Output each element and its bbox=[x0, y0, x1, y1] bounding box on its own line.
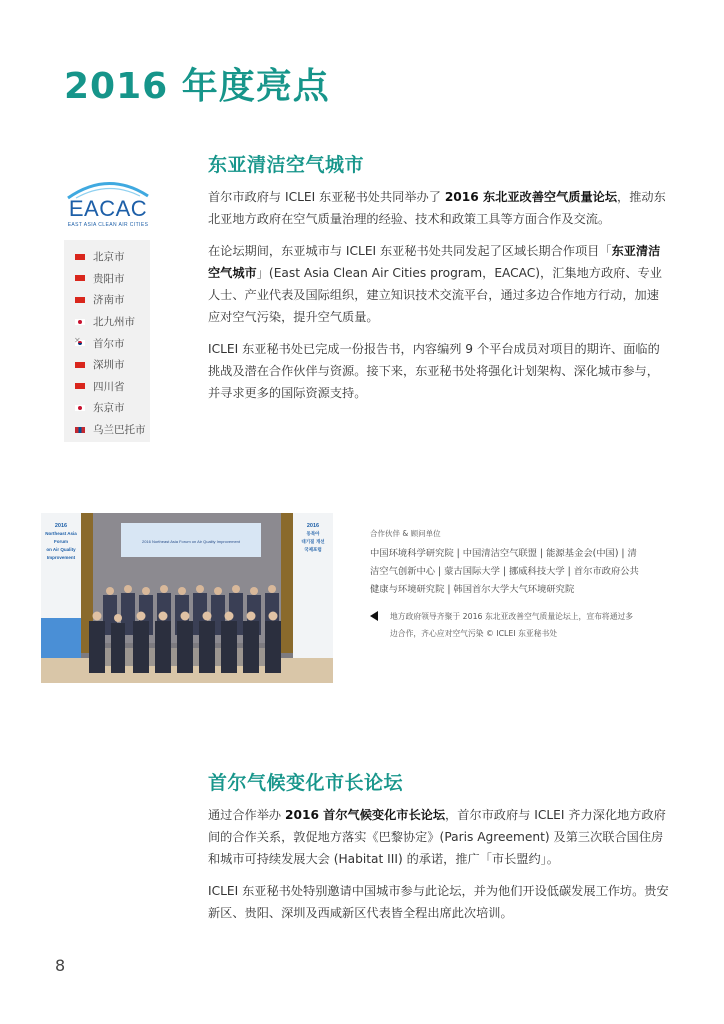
forum-group-photo bbox=[41, 513, 333, 683]
section-title-eacac: 东亚清洁空气城市 bbox=[208, 154, 365, 176]
text: ICLEI 东亚秘书处特别邀请中国城市参与此论坛，并为他们开设低碳发展工作坊。贵安新区、贵阳、深圳及西咸新区代表皆全程出席此次培训。 bbox=[208, 884, 669, 920]
svg-text:대기질 개선: 대기질 개선 bbox=[301, 540, 325, 545]
page-number: 8 bbox=[55, 956, 66, 975]
svg-text:Improvement: Improvement bbox=[46, 555, 76, 560]
city-list bbox=[64, 240, 150, 442]
city-item bbox=[64, 419, 150, 441]
paragraph bbox=[208, 186, 670, 230]
logo-name: EACAC bbox=[68, 196, 148, 221]
mongolia-flag-icon bbox=[75, 427, 85, 433]
city-name: 济南市 bbox=[93, 294, 125, 307]
eacac-logo bbox=[62, 176, 152, 234]
japan-flag-icon bbox=[75, 405, 85, 411]
text: 首尔市政府与 ICLEI 东亚秘书处共同举办了 bbox=[208, 190, 445, 204]
text: 在论坛期间，东亚城市与 ICLEI 东亚秘书处共同发起了区域长期合作项目「 bbox=[208, 244, 612, 258]
partners-list: 中国环境科学研究院 | 中国清洁空气联盟 | 能源基金会(中国) | 清洁空气创新中心 | 蒙古国际大学 | 挪威科技大学 | 首尔市政府公共健康与环境研究院 | 韩国首尔大学大气环境研究院 bbox=[370, 548, 639, 595]
logo-tagline: EAST ASIA CLEAN AIR CITIES bbox=[67, 222, 149, 228]
text: ，推动东北亚地方政府在空气质量治理的经验、技术和政策工具等方面合作及交流。 bbox=[208, 190, 666, 226]
city-name: 乌兰巴托市 bbox=[93, 424, 146, 437]
city-item bbox=[64, 268, 150, 290]
paragraph bbox=[208, 338, 670, 404]
city-name: 东京市 bbox=[93, 402, 125, 415]
china-flag-icon bbox=[75, 362, 85, 368]
caption-text: 地方政府领导齐聚于 2016 东北亚改善空气质量论坛上，宣布将通过多边合作，齐心应对空气污染 © ICLEI 东亚秘书处 bbox=[390, 612, 634, 638]
section1-body bbox=[208, 186, 670, 414]
korea-flag-icon bbox=[75, 340, 85, 346]
section2-body bbox=[208, 804, 670, 934]
paragraph bbox=[208, 240, 670, 328]
city-name: 北京市 bbox=[93, 251, 125, 264]
china-flag-icon bbox=[75, 383, 85, 389]
bold-text: 2016 首尔气候变化市长论坛 bbox=[285, 808, 446, 822]
partners-label: 合作伙伴 & 顾问单位 bbox=[370, 529, 441, 538]
svg-text:Northeast Asia: Northeast Asia bbox=[45, 531, 77, 536]
city-name: 贵阳市 bbox=[93, 272, 125, 285]
svg-text:Forum: Forum bbox=[54, 539, 68, 544]
city-item bbox=[64, 332, 150, 354]
japan-flag-icon bbox=[75, 319, 85, 325]
svg-text:2016: 2016 bbox=[306, 523, 320, 529]
text: ICLEI 东亚秘书处已完成一份报告书，内容编列 9 个平台成员对项目的期许、面临的挑战及潜在合作伙伴与资源。接下来，东亚秘书处将强化计划架构、深化城市参与，并寻求更多的国际资源支持。 bbox=[208, 342, 660, 400]
china-flag-icon bbox=[75, 275, 85, 281]
city-item bbox=[64, 376, 150, 398]
svg-text:동북아: 동북아 bbox=[306, 532, 320, 537]
photo-caption bbox=[370, 608, 640, 642]
arrow-left-icon bbox=[370, 611, 378, 621]
section-title-seoul-forum: 首尔气候变化市长论坛 bbox=[208, 772, 404, 794]
city-item bbox=[64, 246, 150, 268]
china-flag-icon bbox=[75, 254, 85, 260]
bold-text: 2016 东北亚改善空气质量论坛 bbox=[444, 190, 618, 204]
city-item bbox=[64, 289, 150, 311]
city-name: 四川省 bbox=[93, 380, 125, 393]
svg-text:on Air Quality: on Air Quality bbox=[46, 547, 76, 552]
city-name: 首尔市 bbox=[93, 337, 125, 350]
svg-text:국제포럼: 국제포럼 bbox=[304, 548, 322, 553]
text: 」(East Asia Clean Air Cities program，EACAC)，汇集地方政府、专业人士、产业代表及国际组织，建立知识技术交流平台，通过多边合作地方行动，加速应对空气污染，提升空气质量。 bbox=[208, 266, 662, 324]
svg-text:2016 Northeast Asia Forum on A: 2016 Northeast Asia Forum on Air Quality Improvement bbox=[141, 539, 241, 544]
city-item bbox=[64, 354, 150, 376]
paragraph bbox=[208, 880, 670, 924]
svg-text:2016: 2016 bbox=[54, 523, 68, 529]
text: ，首尔市政府与 ICLEI 齐力深化地方政府间的合作关系，敦促地方落实《巴黎协定》(Paris Agreement) 及第三次联合国住房和城市可持续发展大会 (Habitat III) 的承诺，推广「市长盟约」。 bbox=[208, 808, 666, 866]
city-item bbox=[64, 311, 150, 333]
city-item bbox=[64, 397, 150, 419]
partners-block bbox=[370, 528, 640, 599]
group-photo-image bbox=[41, 513, 333, 683]
paragraph bbox=[208, 804, 670, 870]
city-name: 北九州市 bbox=[93, 316, 135, 329]
china-flag-icon bbox=[75, 297, 85, 303]
city-name: 深圳市 bbox=[93, 359, 125, 372]
bold-text: 东亚清洁空气城市 bbox=[208, 244, 661, 280]
page-title: 2016 年度亮点 bbox=[64, 66, 330, 107]
text: 通过合作举办 bbox=[208, 808, 285, 822]
